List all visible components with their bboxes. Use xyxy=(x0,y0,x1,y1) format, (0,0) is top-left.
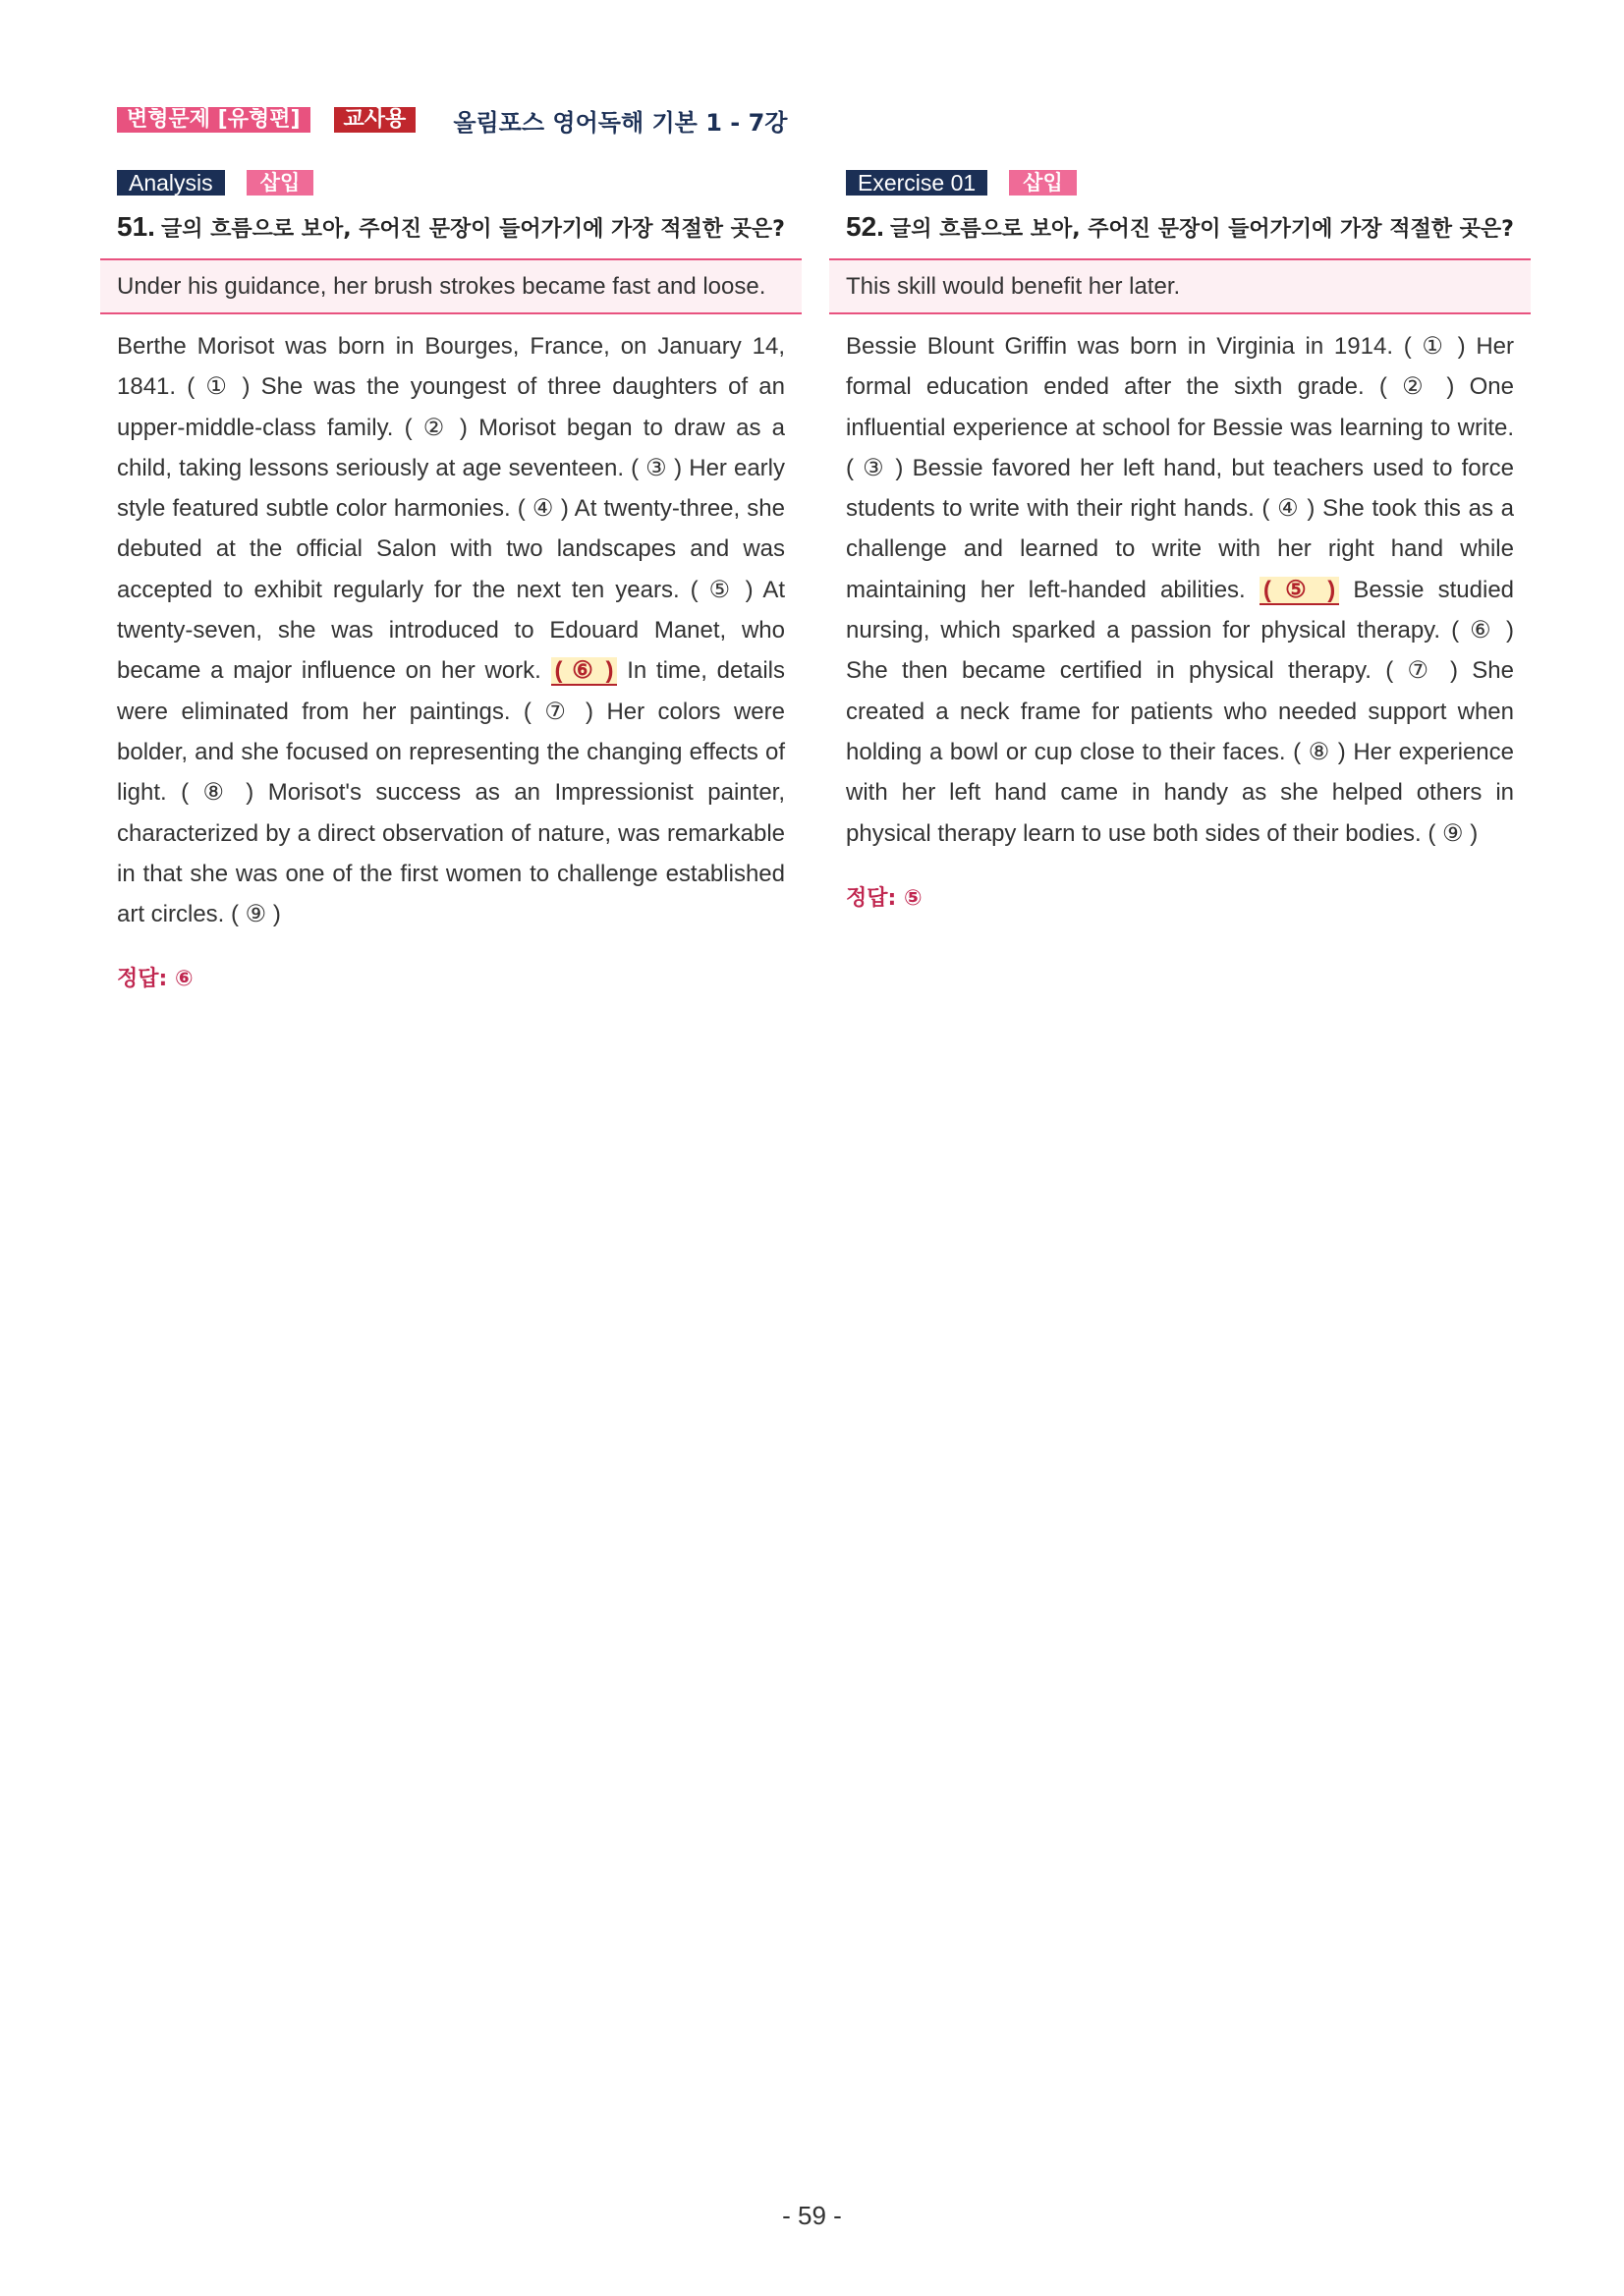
exercise-label: Exercise 01 xyxy=(846,170,987,196)
teacher-tag: 교사용 xyxy=(334,107,417,133)
passage-text-after: Bessie studied nursing, which sparked a passion for physical therapy. ( ⑥ ) She then became certified in physical therapy. ( ⑦ ) She created a neck frame for patients who needed support when holding a bowl or cup close to their faces. ( ⑧ ) Her experience with her left hand came in handy as she helped others in physical therapy learn to use both sides of their bodies. ( ⑨ ) xyxy=(846,576,1515,847)
page-header xyxy=(117,104,787,136)
given-sentence: This skill would benefit her later. xyxy=(846,273,1181,300)
question-prompt xyxy=(846,208,1514,249)
question-labels xyxy=(117,169,816,196)
document-title: 올림포스 영어독해 기본 1 - 7강 xyxy=(453,108,788,137)
question-text: 글의 흐름으로 보아, 주어진 문장이 들어가기에 가장 적절한 곳은? xyxy=(889,217,1514,242)
question-labels xyxy=(846,169,1545,196)
passage xyxy=(846,326,1514,854)
question-prompt xyxy=(117,208,785,249)
given-sentence: Under his guidance, her brush strokes became fast and loose. xyxy=(117,273,766,300)
question-text: 글의 흐름으로 보아, 주어진 문장이 들어가기에 가장 적절한 곳은? xyxy=(160,217,785,242)
passage-text-before: Bessie Blount Griffin was born in Virginia in 1914. ( ① ) Her formal education ended after the sixth grade. ( ② ) One influential experience at school for Bessie was learning to write. ( ③ ) Bessie favored her left hand, but teachers used to force students to write with their right hands. ( ④ ) She took this as a challenge and learned to write with her right hand while maintaining her left-handed abilities. xyxy=(846,333,1514,603)
passage-text-after: In time, details were eliminated from her paintings. ( ⑦ ) Her colors were bolder, and she focused on representing the changing effects of light. ( ⑧ ) Morisot's success as an Impressionist painter, characterized by a direct observation of nature, was remarkable in that she was one of the first women to challenge established art circles. ( ⑨ ) xyxy=(117,657,786,928)
left-column xyxy=(117,169,816,992)
answer-position-marker: ( ⑤ ) xyxy=(1260,577,1339,605)
insertion-label: 삽입 xyxy=(1009,170,1077,196)
variation-tag: 변형문제 [유형편] xyxy=(117,107,310,133)
passage xyxy=(117,326,785,934)
given-sentence-box xyxy=(829,258,1531,314)
question-number: 52. xyxy=(846,211,884,242)
passage-text-before: Berthe Morisot was born in Bourges, France, on January 14, 1841. ( ① ) She was the youngest of three daughters of an upper-middle-class family. ( ② ) Morisot began to draw as a child, taking lessons seriously at age seventeen. ( ③ ) Her early style featured subtle color harmonies. ( ④ ) At twenty-three, she debuted at the official Salon with two landscapes and was accepted to exhibit regularly for the next ten years. ( ⑤ ) At twenty-seven, she was introduced to Edouard Manet, who became a major influence on her work. xyxy=(117,333,785,685)
question-number: 51. xyxy=(117,211,155,242)
answer-position-marker: ( ⑥ ) xyxy=(551,657,618,686)
insertion-label: 삽입 xyxy=(247,170,314,196)
given-sentence-box xyxy=(100,258,802,314)
right-column xyxy=(846,169,1545,912)
analysis-label: Analysis xyxy=(117,170,225,196)
page-number: - 59 - xyxy=(782,2201,842,2230)
answer-key: 정답: ⑤ xyxy=(846,885,923,911)
answer-key: 정답: ⑥ xyxy=(117,967,194,992)
